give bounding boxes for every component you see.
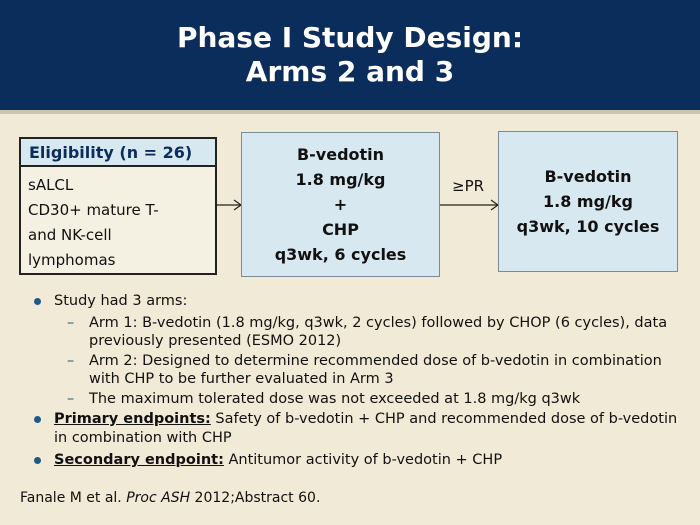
partial-response-label: ≥PR	[452, 177, 485, 195]
arm-2-treatment-box	[241, 132, 440, 277]
sub-bullet-arm-1	[32, 314, 682, 350]
arm-2-line: CHP	[322, 220, 359, 239]
eligibility-line: CD30+ mature T-	[28, 201, 159, 219]
secondary-endpoint-label: Secondary endpoint:	[54, 452, 224, 468]
citation	[20, 490, 320, 506]
bullet-dot-icon	[34, 457, 41, 464]
slide-title-line-1: Phase I Study Design:	[176, 21, 524, 54]
arm-3-line: 1.8 mg/kg	[543, 192, 633, 211]
citation-authors: Fanale M et al.	[20, 490, 127, 506]
dash-icon: –	[67, 353, 75, 369]
arrow-to-arm-3-icon	[440, 199, 500, 211]
arrow-to-arm-2-icon	[217, 199, 243, 211]
bullet-dot-icon	[34, 298, 41, 305]
primary-endpoints-label: Primary endpoints:	[54, 411, 211, 427]
sub-bullet-text: Arm 2: Designed to determine recommended dose of b-vedotin in combination with CHP to be further evaluated in Arm 3	[89, 353, 662, 387]
dash-icon: –	[67, 315, 75, 331]
title-banner	[0, 0, 700, 110]
bullet-text: Study had 3 arms:	[54, 293, 188, 309]
arm-3-treatment-box	[498, 131, 678, 272]
secondary-endpoint-text: Antitumor activity of b-vedotin + CHP	[223, 452, 503, 468]
citation-journal: Proc ASH	[126, 490, 191, 506]
dash-icon: –	[67, 391, 75, 407]
header-divider	[0, 110, 700, 114]
bullet-study-arms	[32, 292, 682, 311]
eligibility-line: and NK-cell	[28, 226, 112, 244]
arm-2-line: B-vedotin	[296, 145, 385, 164]
bullet-list	[32, 292, 682, 473]
primary-endpoints-text: Safety of b-vedotin + CHP and recommended dose of b-vedotin in combination with CHP	[54, 411, 678, 446]
bullet-primary-endpoints	[32, 410, 682, 448]
eligibility-line: lymphomas	[28, 251, 116, 269]
sub-bullet-mtd	[32, 390, 682, 408]
arm-3-line: q3wk, 10 cycles	[516, 217, 660, 236]
bullet-dot-icon	[34, 416, 41, 423]
arm-3-line: B-vedotin	[544, 167, 632, 186]
eligibility-criteria	[21, 167, 215, 273]
sub-bullet-arm-2	[32, 352, 682, 388]
arm-2-line: q3wk, 6 cycles	[274, 245, 407, 264]
slide-title-line-2: Arms 2 and 3	[245, 55, 455, 88]
eligibility-box	[19, 137, 217, 275]
eligibility-line: sALCL	[28, 176, 74, 194]
eligibility-heading: Eligibility (n = 26)	[21, 139, 215, 167]
arm-2-line: +	[333, 195, 348, 214]
bullet-secondary-endpoint	[32, 451, 682, 470]
arm-2-line: 1.8 mg/kg	[295, 170, 386, 189]
citation-detail: 2012;Abstract 60.	[190, 490, 321, 506]
sub-bullet-text: Arm 1: B-vedotin (1.8 mg/kg, q3wk, 2 cycles) followed by CHOP (6 cycles), data previously presented (ESMO 2012)	[89, 315, 668, 349]
sub-bullet-text: The maximum tolerated dose was not exceeded at 1.8 mg/kg q3wk	[89, 391, 581, 407]
